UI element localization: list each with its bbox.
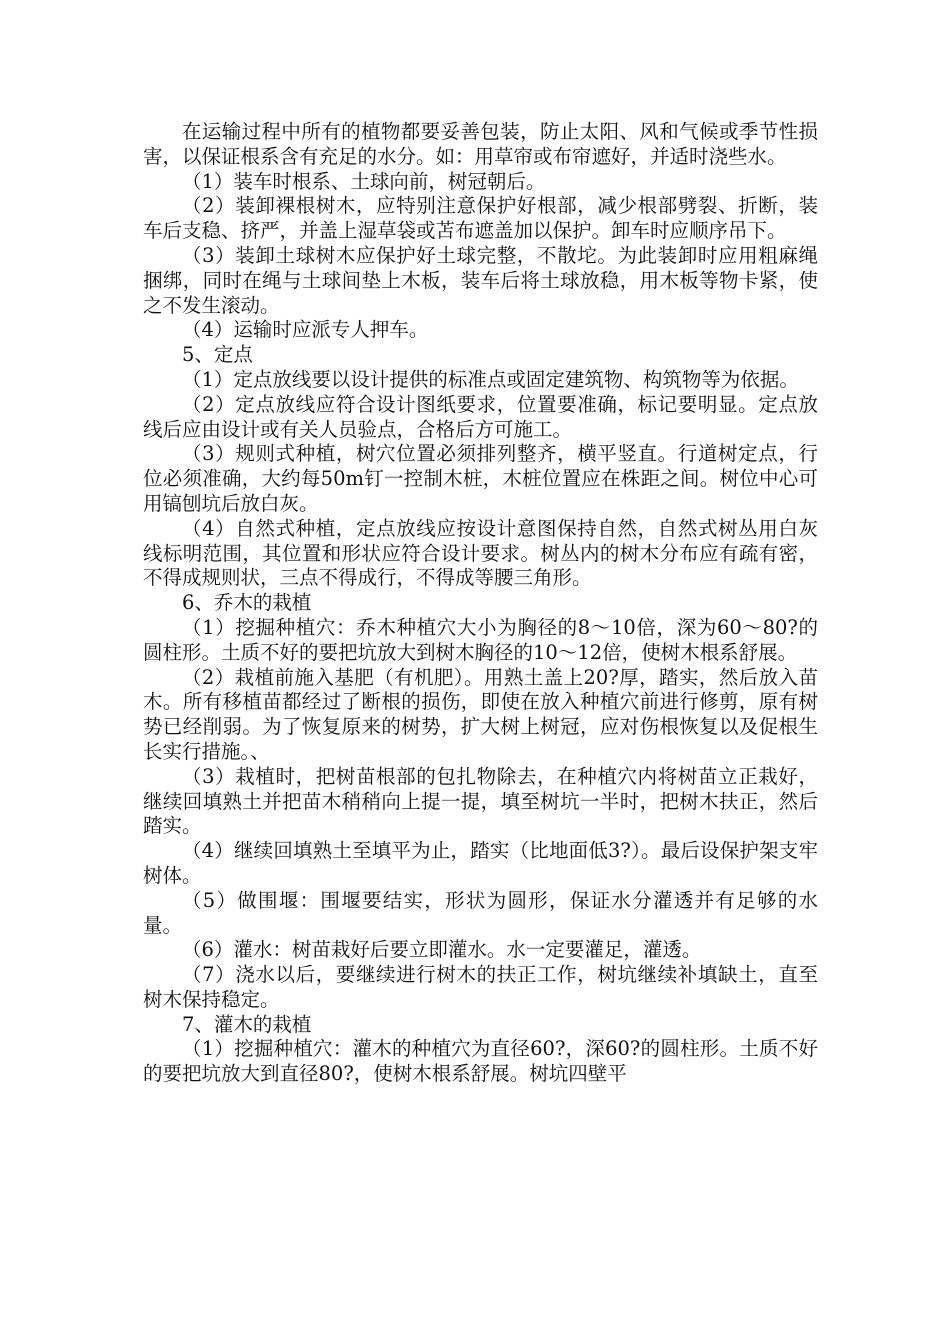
paragraph-tree-watering: （6）灌水：树苗栽好后要立即灌水。水一定要灌足，灌透。: [182, 938, 702, 962]
paragraph-positioning-design: （2）定点放线应符合设计图纸要求，位置要准确，标记要明显。定点放线后应由设计或有关人员验点，合格后方可施工。: [143, 392, 818, 441]
paragraph-bare-root-loading: （2）装卸裸根树木，应特别注意保护好根部，减少根部劈裂、折断，装车后支稳、挤严，并盖上湿草袋或苫布遮盖加以保护。卸车时应顺序吊下。: [143, 194, 818, 243]
section-heading-tree-planting: 6、乔木的栽植: [182, 591, 312, 615]
paragraph-regular-planting: （3）规则式种植，树穴位置必须排列整齐，横平竖直。行道树定点，行位必须准确，大约每50m钉一控制木桩，木桩位置应在株距之间。树位中心可用镐刨坑后放白灰。: [143, 442, 818, 515]
paragraph-escort: （4）运输时应派专人押车。: [182, 318, 429, 342]
paragraph-tree-backfill: （4）继续回填熟土至填平为止，踏实（比地面低3?）。最后设保护架支牢树体。: [143, 839, 818, 887]
paragraph-natural-planting: （4）自然式种植，定点放线应按设计意图保持自然，自然式树丛用白灰线标明范围，其位置和形状应符合设计要求。树丛内的树木分布应有疏有密，不得成规则状，三点不得成行，不得成等腰三角形。: [143, 516, 818, 590]
section-heading-shrub-planting: 7、灌木的栽植: [182, 1012, 312, 1036]
document-page: [143, 120, 818, 1087]
paragraph-tree-setting: （3）栽植时，把树苗根部的包扎物除去，在种植穴内将树苗立正栽好，继续回填熟土并把苗木稍稍向上提一提，填至树坑一半时，把树木扶正，然后踏实。: [143, 764, 818, 838]
paragraph-soil-ball-loading: （3）装卸土球树木应保护好土球完整，不散坨。为此装卸时应用粗麻绳捆绑，同时在绳与土球间垫上木板，装车后将土球放稳，用木板等物卡紧，使之不发生滚动。: [143, 243, 818, 317]
paragraph-positioning-basis: （1）定点放线要以设计提供的标准点或固定建筑物、构筑物等为依据。: [182, 367, 799, 391]
paragraph-tree-weir: （5）做围堰：围堰要结实，形状为圆形，保证水分灌透并有足够的水量。: [143, 888, 818, 937]
paragraph-tree-fertilizer: （2）栽植前施入基肥（有机肥）。用熟土盖上20?厚，踏实，然后放入苗木。所有移植苗都经过了断根的损伤，即使在放入种植穴前进行修剪，原有树势已经削弱。为了恢复原来的树势，扩大树上树冠，应对伤根恢复以及促根生长实行措施。、: [143, 665, 818, 763]
paragraph-shrub-pit: （1）挖掘种植穴：灌木的种植穴为直径60?，深60?的圆柱形。土质不好的要把坑放大到直径80?，使树木根系舒展。树坑四壁平: [143, 1037, 818, 1086]
paragraph-tree-straightening: （7）浇水以后，要继续进行树木的扶正工作，树坑继续补填缺土，直至树木保持稳定。: [143, 963, 818, 1011]
paragraph-loading-direction: （1）装车时根系、土球向前，树冠朝后。: [182, 169, 546, 193]
paragraph-transport-packaging: 在运输过程中所有的植物都要妥善包装，防止太阳、风和气候或季节性损害，以保证根系含有充足的水分。如：用草帘或布帘遮好，并适时浇些水。: [143, 120, 818, 168]
paragraph-tree-pit: （1）挖掘种植穴：乔木种植穴大小为胸径的8～10倍，深为60～80?的圆柱形。土质不好的要把坑放大到树木胸径的10～12倍，使树木根系舒展。: [143, 615, 818, 664]
section-heading-positioning: 5、定点: [182, 343, 253, 367]
